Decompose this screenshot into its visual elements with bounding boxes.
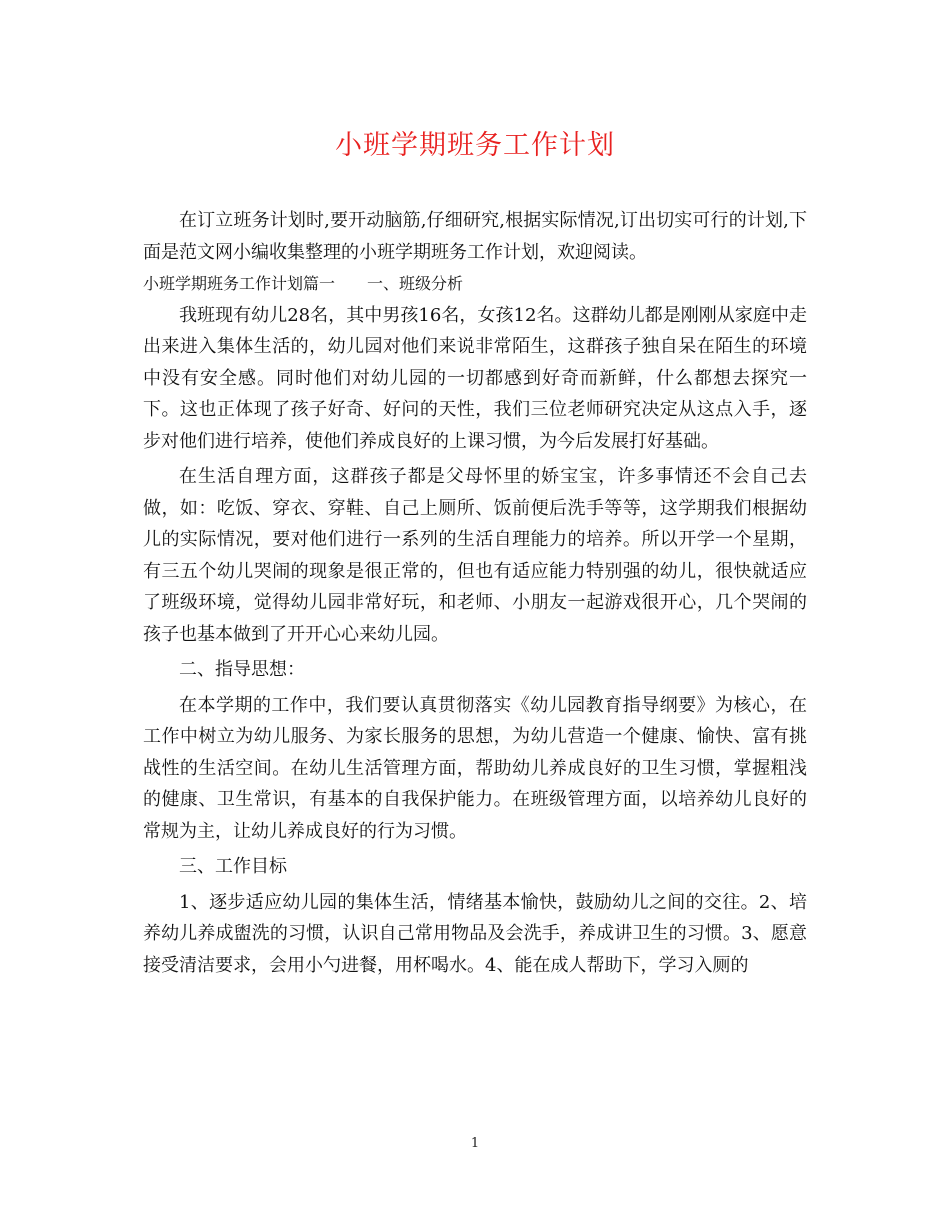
- intro-paragraph: 在订立班务计划时,要开动脑筋,仔细研究,根据实际情况,订出切实可行的计划,下面是范文网小编收集整理的小班学期班务工作计划，欢迎阅读。: [143, 210, 807, 263]
- work-goals-paragraph: 1、逐步适应幼儿园的集体生活，情绪基本愉快，鼓励幼儿之间的交往。2、培养幼儿养成盥洗的习惯，认识自己常用物品及会洗手，养成讲卫生的习惯。3、愿意接受清洁要求，会用小勺进餐，用杯喝水。4、能在成人帮助下，学习入厕的: [143, 891, 807, 976]
- section-subtitle: 小班学期班务工作计划篇一 一、班级分析: [143, 274, 464, 293]
- section-heading-guiding-thought: 二、指导思想：: [179, 659, 305, 680]
- page-number: 1: [470, 1136, 480, 1151]
- self-care-paragraph: 在生活自理方面，这群孩子都是父母怀里的娇宝宝，许多事情还不会自己去做，如：吃饭、穿衣、穿鞋、自己上厕所、饭前便后洗手等等，这学期我们根据幼儿的实际情况，要对他们进行一系列的生活自理能力的培养。所以开学一个星期，有三五个幼儿哭闹的现象是很正常的，但也有适应能力特别强的幼儿，很快就适应了班级环境，觉得幼儿园非常好玩，和老师、小朋友一起游戏很开心，几个哭闹的孩子也基本做到了开开心心来幼儿园。: [143, 466, 807, 645]
- guiding-thought-paragraph: 在本学期的工作中，我们要认真贯彻落实《幼儿园教育指导纲要》为核心，在工作中树立为幼儿服务、为家长服务的思想，为幼儿营造一个健康、愉快、富有挑战性的生活空间。在幼儿生活管理方面，帮助幼儿养成良好的卫生习惯，掌握粗浅的健康、卫生常识，有基本的自我保护能力。在班级管理方面，以培养幼儿良好的常规为主，让幼儿养成良好的行为习惯。: [143, 694, 807, 842]
- section-heading-work-goals: 三、工作目标: [179, 856, 287, 877]
- class-analysis-paragraph: 我班现有幼儿28名，其中男孩16名，女孩12名。这群幼儿都是刚刚从家庭中走出来进入集体生活的，幼儿园对他们来说非常陌生，这群孩子独自呆在陌生的环境中没有安全感。同时他们对幼儿园的一切都感到好奇而新鲜，什么都想去探究一下。这也正体现了孩子好奇、好问的天性，我们三位老师研究决定从这点入手，逐步对他们进行培养，使他们养成良好的上课习惯，为今后发展打好基础。: [143, 304, 807, 452]
- document-body: [143, 205, 807, 981]
- document-title: 小班学期班务工作计划: [335, 130, 615, 161]
